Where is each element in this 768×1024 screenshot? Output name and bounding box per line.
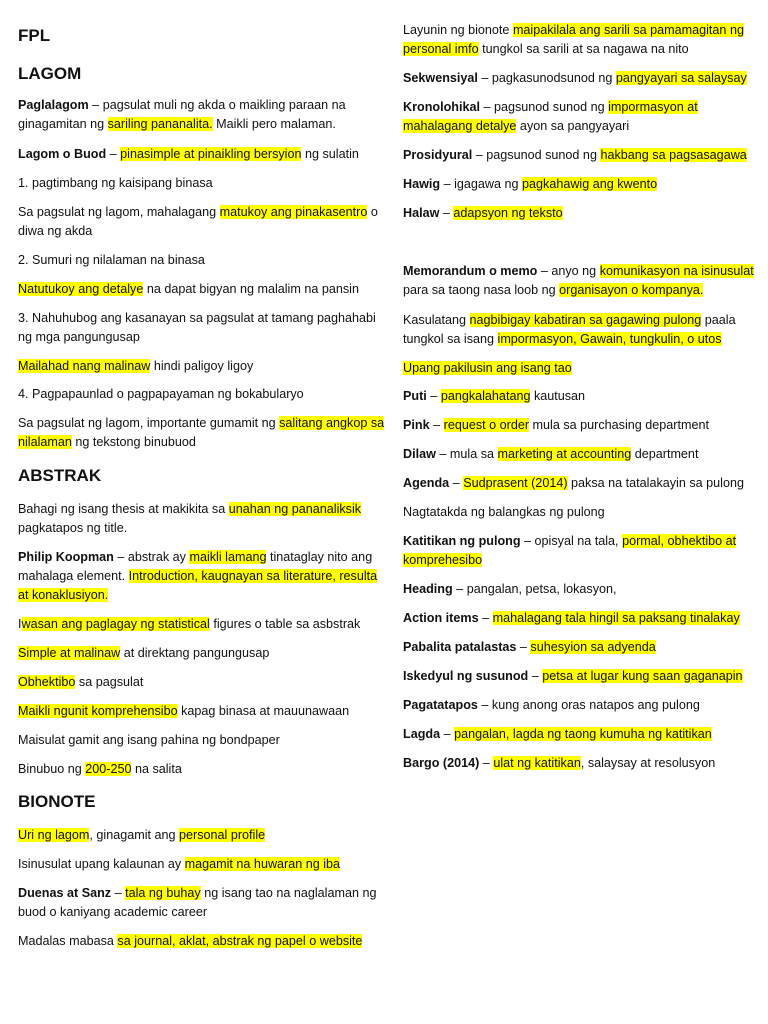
text-segment: kapag binasa at mauunawaan bbox=[177, 704, 350, 718]
text-segment: – bbox=[439, 206, 454, 220]
paragraph bbox=[18, 884, 386, 922]
text-segment: Nagtatakda ng balangkas ng pulong bbox=[403, 505, 605, 519]
text-segment: , ginagamit ang bbox=[89, 828, 180, 842]
highlighted-text: unahan ng pananaliksik bbox=[228, 502, 362, 516]
paragraph bbox=[18, 309, 386, 347]
text-segment: – pagsunod sunod ng bbox=[472, 148, 601, 162]
term-label: Dilaw bbox=[403, 447, 436, 461]
highlighted-text: sa journal, aklat, abstrak ng papel o website bbox=[117, 934, 363, 948]
highlighted-text: request o order bbox=[443, 418, 530, 432]
term-label: Agenda bbox=[403, 476, 450, 490]
text-segment: na dapat bigyan ng malalim na pansin bbox=[143, 282, 359, 296]
highlighted-text: 200-250 bbox=[85, 762, 132, 776]
term-label: Bargo (2014) bbox=[403, 756, 480, 770]
section-heading-bionote: BIONOTE bbox=[18, 792, 96, 811]
text-segment: – bbox=[440, 727, 455, 741]
text-segment: Maisulat gamit ang isang pahina ng bondpaper bbox=[18, 733, 280, 747]
text-segment: – pagkasunodsunod ng bbox=[477, 71, 616, 85]
highlighted-text: maipakilala ang sarili sa pamamagitan ng personal imfo bbox=[403, 23, 744, 56]
paragraph bbox=[403, 387, 755, 406]
highlighted-text: pangyayari sa salaysay bbox=[615, 71, 747, 85]
term-label: Philip Koopman bbox=[18, 550, 114, 564]
text-segment: – kung anong oras natapos ang pulong bbox=[477, 698, 700, 712]
highlighted-text: Mailahad nang malinaw bbox=[18, 359, 151, 373]
highlighted-text: impormasyon at mahalagang detalye bbox=[403, 100, 698, 133]
highlighted-text: pangalan, lagda ng taong kumuha ng katitikan bbox=[454, 727, 712, 741]
term-label: Sekwensiyal bbox=[403, 71, 478, 85]
text-segment: Kasulatang bbox=[403, 313, 470, 327]
paragraph bbox=[403, 98, 755, 136]
paragraph bbox=[18, 702, 386, 721]
text-segment: Bahagi ng isang thesis at makikita sa bbox=[18, 502, 229, 516]
text-segment: tinataglay nito ang mahalaga element. bbox=[18, 550, 373, 583]
text-segment: – bbox=[426, 389, 441, 403]
text-segment: 4. Pagpapaunlad o pagpapayaman ng bokabularyo bbox=[18, 387, 304, 401]
highlighted-text: Maikli ngunit komprehensibo bbox=[18, 704, 178, 718]
paragraph bbox=[18, 174, 386, 193]
paragraph bbox=[18, 673, 386, 692]
text-segment: na salita bbox=[131, 762, 182, 776]
paragraph bbox=[18, 826, 386, 845]
text-segment: Binubuo ng bbox=[18, 762, 86, 776]
paragraph bbox=[18, 145, 386, 164]
highlighted-text: Obhektibo bbox=[18, 675, 76, 689]
paragraph bbox=[18, 644, 386, 663]
text-segment: , salaysay at resolusyon bbox=[580, 756, 716, 770]
paragraph bbox=[403, 69, 755, 88]
text-segment: – bbox=[528, 669, 543, 683]
highlighted-text: personal profile bbox=[179, 828, 266, 842]
paragraph bbox=[18, 203, 386, 241]
text-segment: ng sulatin bbox=[301, 147, 359, 161]
highlighted-text: Introduction, kaugnayan sa literature, resulta at konaklusiyon. bbox=[18, 569, 378, 602]
paragraph bbox=[403, 311, 755, 349]
paragraph bbox=[18, 760, 386, 779]
text-segment: Madalas mabasa bbox=[18, 934, 118, 948]
text-segment: ng tekstong binubuod bbox=[71, 435, 196, 449]
text-segment: ng isang tao na naglalaman ng buod o kaniyang academic career bbox=[18, 886, 377, 919]
paragraph bbox=[403, 146, 755, 165]
text-segment: Layunin ng bionote bbox=[403, 23, 513, 37]
text-segment: – pagsunod sunod ng bbox=[479, 100, 609, 114]
highlighted-text: adapsyon ng teksto bbox=[453, 206, 563, 220]
paragraph bbox=[403, 21, 755, 59]
term-label: Duenas at Sanz bbox=[18, 886, 112, 900]
paragraph bbox=[403, 725, 755, 744]
paragraph bbox=[403, 204, 755, 223]
text-segment: – anyo ng bbox=[537, 264, 600, 278]
text-segment: 3. Nahuhubog ang kasanayan sa pagsulat at tamang paghahabi ng mga pangungusap bbox=[18, 311, 376, 344]
highlighted-text: ulat ng katitikan bbox=[493, 756, 581, 770]
term-label: Puti bbox=[403, 389, 427, 403]
text-segment: pagkatapos ng title. bbox=[18, 521, 128, 535]
text-segment: figures o table sa asbstrak bbox=[209, 617, 361, 631]
term-label: Action items bbox=[403, 611, 479, 625]
text-segment: paala tungkol sa isang bbox=[403, 313, 736, 346]
text-segment: – bbox=[111, 886, 126, 900]
paragraph bbox=[18, 280, 386, 299]
highlighted-text: Sudprasent (2014) bbox=[463, 476, 568, 490]
highlighted-text: tala ng buhay bbox=[125, 886, 201, 900]
term-label: Halaw bbox=[403, 206, 440, 220]
text-segment: – bbox=[106, 147, 121, 161]
section-heading-lagom: LAGOM bbox=[18, 64, 82, 83]
paragraph bbox=[403, 359, 755, 378]
text-segment: – mula sa bbox=[435, 447, 498, 461]
text-segment: 2. Sumuri ng nilalaman na binasa bbox=[18, 253, 205, 267]
text-segment: sa pagsulat bbox=[75, 675, 144, 689]
paragraph bbox=[18, 251, 386, 270]
text-segment: – opisyal na tala, bbox=[520, 534, 623, 548]
paragraph bbox=[403, 474, 755, 493]
text-segment: 1. pagtimbang ng kaisipang binasa bbox=[18, 176, 213, 190]
text-segment: Maikli pero malaman. bbox=[212, 117, 336, 131]
text-segment: – pangalan, petsa, lokasyon, bbox=[452, 582, 617, 596]
paragraph bbox=[403, 262, 755, 300]
term-label: Memorandum o memo bbox=[403, 264, 538, 278]
paragraph bbox=[18, 414, 386, 452]
highlighted-text: nagbibigay kabatiran sa gagawing pulong bbox=[469, 313, 702, 327]
paragraph bbox=[403, 754, 755, 773]
paragraph bbox=[403, 638, 755, 657]
highlighted-text: organisayon o kompanya. bbox=[559, 283, 704, 297]
highlighted-text: salitang angkop sa nilalaman bbox=[18, 416, 385, 449]
paragraph bbox=[18, 96, 386, 134]
highlighted-text: mahalagang tala hingil sa paksang tinalakay bbox=[492, 611, 740, 625]
term-label: Lagda bbox=[403, 727, 441, 741]
highlighted-text: pagkahawig ang kwento bbox=[522, 177, 658, 191]
term-label: Hawig bbox=[403, 177, 441, 191]
text-segment: – bbox=[479, 756, 494, 770]
highlighted-text: hakbang sa pagsasagawa bbox=[600, 148, 747, 162]
paragraph bbox=[403, 175, 755, 194]
paragraph bbox=[403, 532, 755, 570]
highlighted-text: magamit na huwaran ng iba bbox=[184, 857, 341, 871]
text-segment: – bbox=[516, 640, 531, 654]
highlighted-text: matukoy ang pinakasentro bbox=[219, 205, 368, 219]
paragraph bbox=[403, 609, 755, 628]
term-label: Katitikan ng pulong bbox=[403, 534, 521, 548]
highlighted-text: wasan ang paglagay ng statistical bbox=[21, 617, 210, 631]
paragraph bbox=[403, 503, 755, 522]
highlighted-text: pangkalahatang bbox=[440, 389, 531, 403]
term-label: Pabalita patalastas bbox=[403, 640, 517, 654]
highlighted-text: pinasimple at pinaikling bersyion bbox=[120, 147, 302, 161]
paragraph bbox=[18, 855, 386, 874]
text-segment: paksa na tatalakayin sa pulong bbox=[567, 476, 744, 490]
text-segment: ayon sa pangyayari bbox=[516, 119, 630, 133]
paragraph bbox=[18, 731, 386, 750]
text-segment: Sa pagsulat ng lagom, importante gumamit ng bbox=[18, 416, 280, 430]
term-label: Prosidyural bbox=[403, 148, 473, 162]
term-label: Heading bbox=[403, 582, 453, 596]
highlighted-text: Natutukoy ang detalye bbox=[18, 282, 144, 296]
paragraph bbox=[18, 357, 386, 376]
term-label: Pagatatapos bbox=[403, 698, 478, 712]
highlighted-text: pormal, obhektibo at komprehesibo bbox=[403, 534, 737, 567]
highlighted-text: petsa at lugar kung saan gaganapin bbox=[542, 669, 743, 683]
highlighted-text: komunikasyon na isinusulat bbox=[599, 264, 754, 278]
highlighted-text: impormasyon, Gawain, tungkulin, o utos bbox=[497, 332, 722, 346]
text-segment: tungkol sa sarili at sa nagawa na nito bbox=[478, 42, 689, 56]
paragraph bbox=[403, 416, 755, 435]
paragraph bbox=[403, 445, 755, 464]
highlighted-text: Simple at malinaw bbox=[18, 646, 121, 660]
term-label: Kronolohikal bbox=[403, 100, 480, 114]
text-segment: – abstrak ay bbox=[113, 550, 190, 564]
section-heading-abstrak: ABSTRAK bbox=[18, 466, 102, 485]
paragraph bbox=[403, 580, 755, 599]
paragraph bbox=[18, 548, 386, 605]
text-segment: Isinusulat upang kalaunan ay bbox=[18, 857, 185, 871]
highlighted-text: Uri ng lagom bbox=[18, 828, 90, 842]
text-segment: Sa pagsulat ng lagom, mahalagang bbox=[18, 205, 220, 219]
term-label: Pink bbox=[403, 418, 430, 432]
paragraph bbox=[403, 667, 755, 686]
text-segment: department bbox=[631, 447, 699, 461]
text-segment: at direktang pangungusap bbox=[120, 646, 270, 660]
highlighted-text: sariling pananalita. bbox=[107, 117, 213, 131]
text-segment: para sa taong nasa loob ng bbox=[403, 283, 560, 297]
text-segment: – pagsulat muli ng akda o maikling paraan na ginagamitan ng bbox=[18, 98, 346, 131]
text-segment: – bbox=[449, 476, 464, 490]
paragraph bbox=[18, 615, 386, 634]
paragraph bbox=[18, 500, 386, 538]
text-segment: o diwa ng akda bbox=[18, 205, 378, 238]
page-title: FPL bbox=[18, 26, 51, 45]
text-segment: hindi paligoy ligoy bbox=[150, 359, 254, 373]
text-segment: – bbox=[429, 418, 444, 432]
paragraph bbox=[18, 932, 386, 951]
paragraph bbox=[18, 385, 386, 404]
paragraph bbox=[403, 696, 755, 715]
text-segment: I bbox=[18, 617, 22, 631]
term-label: Paglalagom bbox=[18, 98, 89, 112]
highlighted-text: Upang pakilusin ang isang tao bbox=[403, 361, 572, 375]
text-segment: – igagawa ng bbox=[440, 177, 523, 191]
term-label: Lagom o Buod bbox=[18, 147, 107, 161]
highlighted-text: maikli lamang bbox=[189, 550, 267, 564]
highlighted-text: marketing at accounting bbox=[497, 447, 632, 461]
text-segment: kautusan bbox=[530, 389, 586, 403]
text-segment: – bbox=[478, 611, 493, 625]
term-label: Iskedyul ng susunod bbox=[403, 669, 529, 683]
highlighted-text: suhesyion sa adyenda bbox=[530, 640, 656, 654]
text-segment: mula sa purchasing department bbox=[529, 418, 709, 432]
